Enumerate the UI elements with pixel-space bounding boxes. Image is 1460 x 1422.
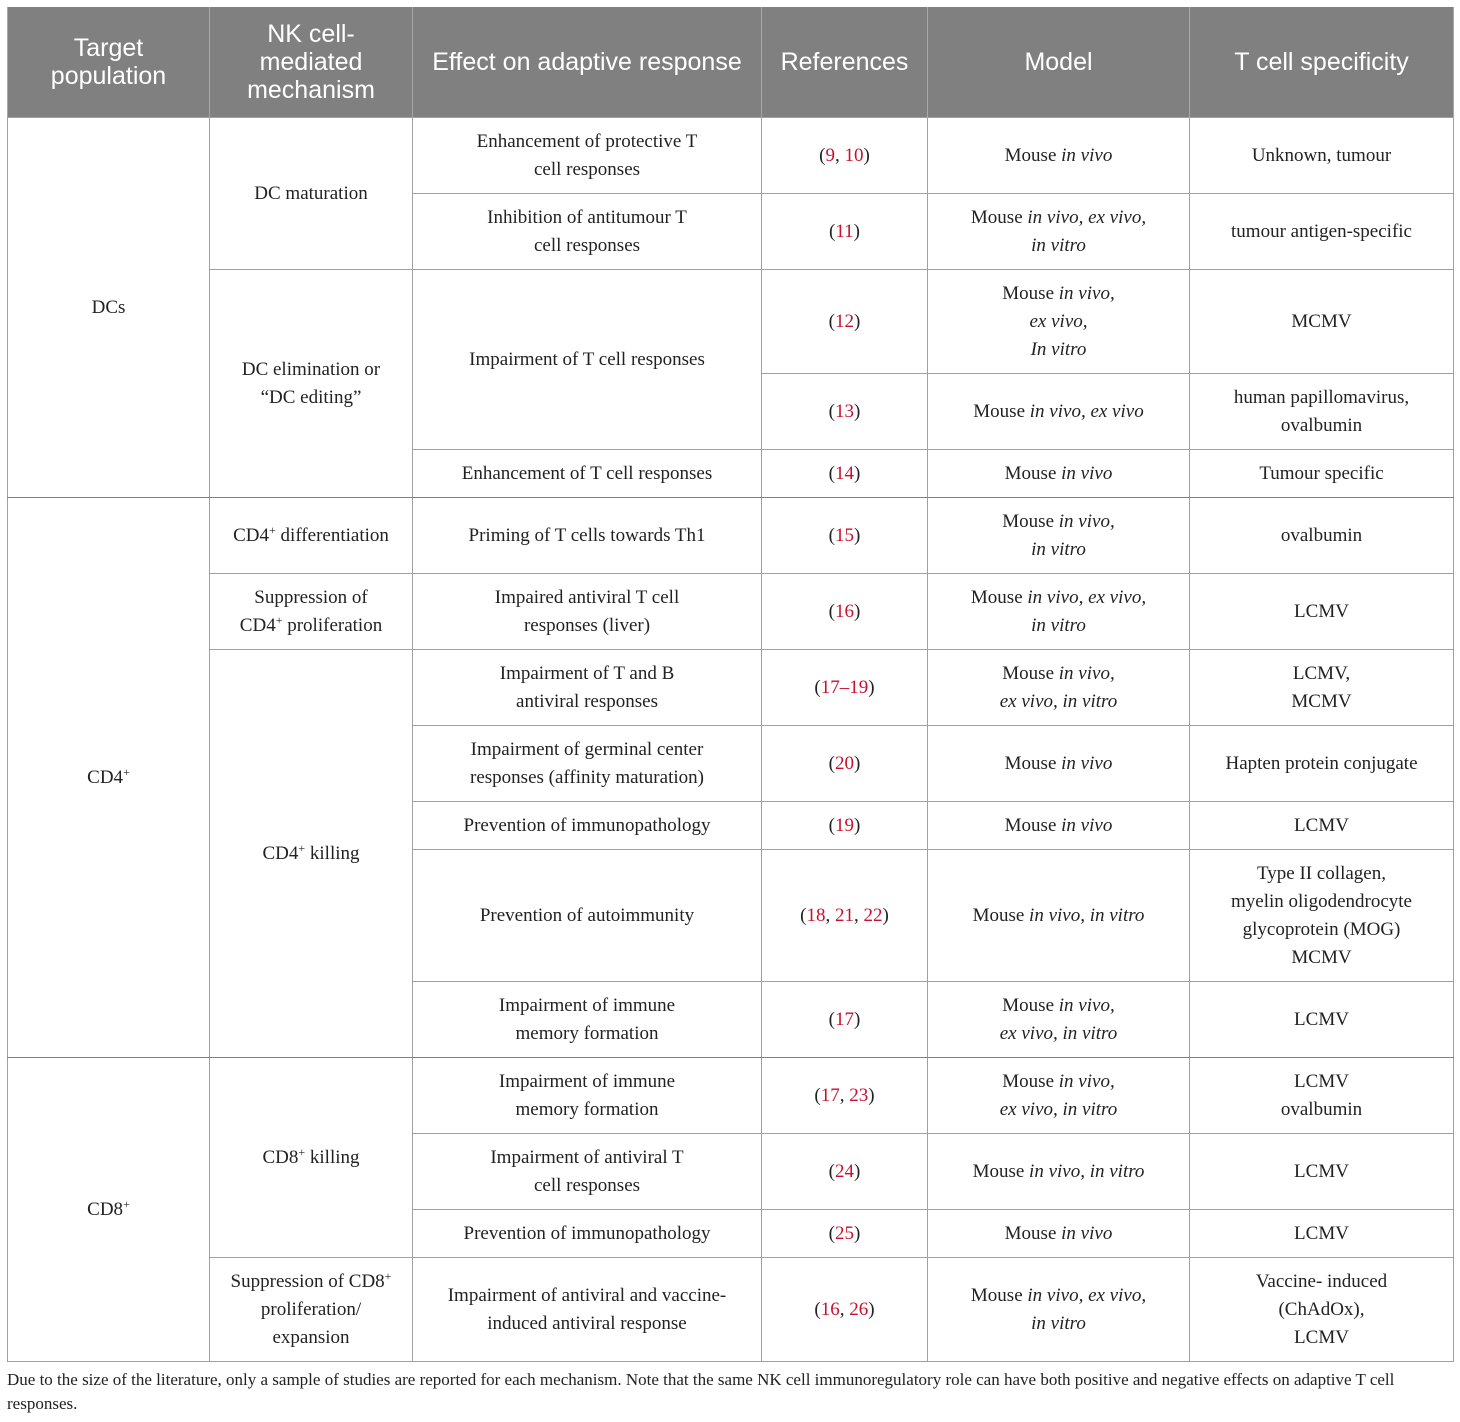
ref-paren: )	[882, 904, 889, 926]
specificity-text: Hapten protein conjugate	[1225, 752, 1418, 774]
effect-cell	[413, 726, 762, 802]
ref-paren: )	[854, 462, 861, 484]
ref-link[interactable]: 19	[849, 676, 869, 698]
ref-link[interactable]: 10	[844, 144, 864, 166]
model-text: in vivo	[1061, 814, 1113, 836]
ref-link[interactable]: 11	[835, 220, 854, 242]
model-text: Mouse	[970, 206, 1023, 228]
ref-link[interactable]: 19	[835, 814, 854, 836]
model-text: Mouse	[1002, 510, 1055, 532]
effect-cell	[413, 1058, 762, 1134]
target-population-label: CD4	[87, 766, 124, 788]
effect-line: Inhibition of antitumour T	[487, 206, 687, 228]
model-cell	[928, 1210, 1190, 1258]
mechanism-cell	[210, 650, 413, 1058]
ref-sep: ,	[825, 904, 835, 926]
ref-paren: )	[854, 1160, 861, 1182]
ref-sep: ,	[835, 144, 845, 166]
model-text: In vitro	[1030, 338, 1087, 360]
model-text: Mouse	[1002, 994, 1055, 1016]
model-text: in vivo	[1061, 752, 1113, 774]
effect-cell	[413, 118, 762, 194]
references-cell	[762, 726, 928, 802]
table-footnote: Due to the size of the literature, only a sample of studies are reported for each mechanism. Note that the same NK cell immunoregulatory role can have both positive and negative effects on adaptive T cell responses.	[7, 1370, 1395, 1413]
mechanism-label: CD8	[262, 1146, 299, 1168]
ref-paren: )	[854, 814, 861, 836]
model-cell	[928, 194, 1190, 270]
model-cell	[928, 726, 1190, 802]
ref-paren: (	[828, 462, 835, 484]
model-text: Mouse	[1004, 144, 1057, 166]
ref-sep: ,	[839, 1084, 850, 1106]
nk-cell-table	[7, 7, 1454, 1362]
ref-sep: ,	[839, 1298, 850, 1320]
specificity-cell	[1190, 726, 1454, 802]
mechanism-cell	[210, 498, 413, 574]
specificity-text: MCMV	[1291, 946, 1352, 968]
effect-line: cell responses	[533, 234, 641, 256]
model-cell	[928, 1134, 1190, 1210]
specificity-text: human papillomavirus,	[1233, 386, 1410, 408]
specificity-text: LCMV	[1294, 1222, 1349, 1244]
table-row	[8, 574, 1454, 650]
ref-paren: (	[828, 310, 835, 332]
references-cell	[762, 270, 928, 374]
effect-cell	[413, 982, 762, 1058]
ref-paren: )	[854, 1008, 861, 1030]
specificity-text: MCMV	[1291, 690, 1352, 712]
mechanism-label: Suppression of	[254, 586, 368, 608]
model-text: Mouse	[1002, 662, 1055, 684]
ref-paren: )	[854, 600, 861, 622]
specificity-text: LCMV	[1294, 1160, 1349, 1182]
table-row	[8, 1058, 1454, 1134]
specificity-text: tumour antigen-specific	[1231, 220, 1412, 242]
target-population-cell	[8, 498, 210, 1058]
model-text: in vivo, in vitro	[1029, 904, 1145, 926]
specificity-text: ovalbumin	[1280, 414, 1363, 436]
model-text: in vitro	[1031, 234, 1086, 256]
ref-paren: (	[829, 220, 836, 242]
header-model: Model	[928, 7, 1190, 118]
effect-line: memory formation	[515, 1022, 659, 1044]
effect-line: Prevention of immunopathology	[463, 814, 711, 836]
ref-paren: (	[828, 524, 835, 546]
effect-cell	[413, 194, 762, 270]
ref-link[interactable]: 17	[820, 676, 840, 698]
model-text: ex vivo,	[1029, 310, 1088, 332]
mechanism-label: proliferation	[282, 614, 383, 636]
model-text: Mouse	[1004, 462, 1057, 484]
mechanism-label: killing	[305, 842, 360, 864]
model-text: in vitro	[1031, 614, 1086, 636]
references-cell	[762, 194, 928, 270]
model-text: Mouse	[1004, 1222, 1057, 1244]
table-container	[7, 7, 1453, 1362]
table-row	[8, 650, 1454, 726]
model-cell	[928, 982, 1190, 1058]
model-cell	[928, 374, 1190, 450]
effect-line: Impairment of antiviral and vaccine-	[447, 1284, 727, 1306]
effect-line: antiviral responses	[516, 690, 658, 712]
ref-paren: (	[814, 1298, 821, 1320]
ref-link[interactable]: 24	[835, 1160, 854, 1182]
references-cell	[762, 650, 928, 726]
model-text: Mouse	[970, 586, 1023, 608]
mechanism-label: killing	[305, 1146, 360, 1168]
ref-link[interactable]: 20	[835, 752, 854, 774]
mechanism-label: expansion	[272, 1326, 350, 1348]
specificity-cell	[1190, 498, 1454, 574]
specificity-cell	[1190, 450, 1454, 498]
mechanism-label: DC elimination or	[241, 358, 381, 380]
superscript-plus: +	[298, 1144, 306, 1159]
effect-line: Prevention of autoimmunity	[479, 904, 695, 926]
effect-cell	[413, 1210, 762, 1258]
references-cell	[762, 1058, 928, 1134]
references-cell	[762, 118, 928, 194]
effect-cell	[413, 850, 762, 982]
model-cell	[928, 1058, 1190, 1134]
specificity-cell	[1190, 118, 1454, 194]
superscript-plus: +	[384, 1268, 392, 1283]
effect-line: memory formation	[515, 1098, 659, 1120]
model-cell	[928, 850, 1190, 982]
specificity-text: LCMV	[1294, 814, 1349, 836]
ref-paren: (	[819, 144, 826, 166]
model-text: Mouse	[1004, 814, 1057, 836]
ref-link[interactable]: 21	[835, 904, 854, 926]
mechanism-cell	[210, 574, 413, 650]
ref-paren: )	[863, 144, 870, 166]
ref-link[interactable]: 17	[835, 1008, 854, 1030]
effect-line: Priming of T cells towards Th1	[468, 524, 706, 546]
model-text: in vivo	[1061, 462, 1113, 484]
ref-paren: )	[868, 1298, 875, 1320]
ref-link[interactable]: 26	[849, 1298, 869, 1320]
header-row	[8, 7, 1454, 118]
mechanism-cell	[210, 1058, 413, 1258]
references-cell	[762, 574, 928, 650]
header-effect: Effect on adaptive response	[413, 7, 762, 118]
references-cell	[762, 498, 928, 574]
header-specificity: T cell specificity	[1190, 7, 1454, 118]
mechanism-label: proliferation/	[260, 1298, 362, 1320]
references-cell	[762, 982, 928, 1058]
specificity-text: Vaccine- induced	[1255, 1270, 1388, 1292]
effect-cell	[413, 270, 762, 450]
specificity-text: ovalbumin	[1280, 1098, 1363, 1120]
ref-paren: )	[854, 310, 861, 332]
specificity-text: Tumour specific	[1259, 462, 1384, 484]
ref-paren: (	[800, 904, 807, 926]
ref-link[interactable]: 17	[820, 1084, 840, 1106]
specificity-text: Unknown, tumour	[1251, 144, 1392, 166]
specificity-cell	[1190, 982, 1454, 1058]
target-population-label: CD8	[87, 1198, 124, 1220]
table-row	[8, 1258, 1454, 1362]
specificity-cell	[1190, 374, 1454, 450]
ref-link[interactable]: 16	[820, 1298, 840, 1320]
table-row	[8, 498, 1454, 574]
effect-line: Impairment of immune	[498, 1070, 676, 1092]
mechanism-label: Suppression of CD8	[230, 1270, 385, 1292]
specificity-cell	[1190, 1258, 1454, 1362]
model-cell	[928, 802, 1190, 850]
ref-paren: (	[828, 814, 835, 836]
model-cell	[928, 118, 1190, 194]
specificity-cell	[1190, 850, 1454, 982]
specificity-text: LCMV	[1294, 600, 1349, 622]
model-text: in vitro	[1031, 538, 1086, 560]
references-cell	[762, 850, 928, 982]
mechanism-label: “DC editing”	[260, 386, 362, 408]
target-population-cell	[8, 1058, 210, 1362]
target-population-label: DCs	[91, 296, 126, 318]
superscript-plus: +	[298, 840, 306, 855]
mechanism-label: CD4	[262, 842, 299, 864]
model-cell	[928, 1258, 1190, 1362]
ref-paren: (	[828, 400, 835, 422]
effect-line: induced antiviral response	[487, 1312, 687, 1334]
header-mechanism: NK cell-mediated mechanism	[210, 7, 413, 118]
target-population-cell	[8, 118, 210, 498]
ref-paren: )	[854, 400, 861, 422]
model-text: in vivo,	[1058, 662, 1115, 684]
ref-paren: (	[814, 676, 821, 698]
ref-sep: –	[839, 676, 850, 698]
specificity-cell	[1190, 650, 1454, 726]
ref-link[interactable]: 22	[863, 904, 883, 926]
ref-paren: (	[814, 1084, 821, 1106]
effect-line: Impaired antiviral T cell	[494, 586, 680, 608]
effect-line: Impairment of T cell responses	[469, 348, 705, 370]
references-cell	[762, 1134, 928, 1210]
model-text: in vivo,	[1058, 282, 1115, 304]
ref-paren: (	[828, 1008, 835, 1030]
specificity-text: glycoprotein (MOG)	[1242, 918, 1401, 940]
specificity-cell	[1190, 270, 1454, 374]
model-text: ex vivo, in vitro	[999, 1098, 1118, 1120]
ref-link[interactable]: 15	[835, 524, 854, 546]
table-row	[8, 270, 1454, 374]
effect-cell	[413, 650, 762, 726]
model-text: Mouse	[972, 904, 1025, 926]
ref-paren: )	[868, 676, 875, 698]
effect-cell	[413, 498, 762, 574]
effect-line: Impairment of antiviral T	[490, 1146, 684, 1168]
model-text: in vivo, ex vivo,	[1027, 586, 1147, 608]
ref-link[interactable]: 14	[835, 462, 854, 484]
specificity-text: ovalbumin	[1280, 524, 1363, 546]
model-text: in vivo, ex vivo,	[1027, 1284, 1147, 1306]
ref-paren: )	[854, 752, 861, 774]
specificity-cell	[1190, 1134, 1454, 1210]
effect-line: Impairment of immune	[498, 994, 676, 1016]
model-text: in vivo,	[1058, 1070, 1115, 1092]
mechanism-cell	[210, 270, 413, 498]
model-text: Mouse	[1002, 282, 1055, 304]
mechanism-label: CD4	[233, 524, 270, 546]
specificity-text: MCMV	[1291, 310, 1352, 332]
model-cell	[928, 450, 1190, 498]
table-row	[8, 118, 1454, 194]
superscript-plus: +	[275, 612, 283, 627]
specificity-cell	[1190, 802, 1454, 850]
specificity-cell	[1190, 1210, 1454, 1258]
ref-paren: )	[868, 1084, 875, 1106]
ref-paren: )	[854, 1222, 861, 1244]
ref-paren: (	[828, 752, 835, 774]
effect-line: responses (affinity maturation)	[470, 766, 704, 788]
specificity-text: LCMV	[1294, 1008, 1349, 1030]
model-text: in vivo,	[1058, 994, 1115, 1016]
effect-line: Impairment of T and B	[499, 662, 675, 684]
mechanism-label: differentiation	[275, 524, 389, 546]
ref-paren: )	[853, 220, 860, 242]
model-text: in vivo,	[1058, 510, 1115, 532]
mechanism-cell	[210, 118, 413, 270]
ref-paren: )	[854, 524, 861, 546]
model-text: Mouse	[1004, 752, 1057, 774]
specificity-text: (ChAdOx),	[1278, 1298, 1365, 1320]
references-cell	[762, 802, 928, 850]
specificity-cell	[1190, 574, 1454, 650]
specificity-text: myelin oligodendrocyte	[1231, 890, 1412, 912]
effect-cell	[413, 1258, 762, 1362]
specificity-cell	[1190, 1058, 1454, 1134]
specificity-text: LCMV	[1294, 1070, 1349, 1092]
model-text: Mouse	[973, 400, 1026, 422]
header-target-population: Target population	[8, 7, 210, 118]
effect-line: Prevention of immunopathology	[463, 1222, 711, 1244]
effect-cell	[413, 574, 762, 650]
model-text: Mouse	[970, 1284, 1023, 1306]
model-text: in vitro	[1031, 1312, 1086, 1334]
effect-line: Impairment of germinal center	[470, 738, 704, 760]
ref-link[interactable]: 16	[835, 600, 854, 622]
header-references: References	[762, 7, 928, 118]
ref-link[interactable]: 25	[835, 1222, 854, 1244]
model-text: in vivo	[1061, 1222, 1113, 1244]
effect-line: cell responses	[533, 1174, 641, 1196]
model-cell	[928, 270, 1190, 374]
model-cell	[928, 498, 1190, 574]
ref-paren: (	[828, 600, 835, 622]
specificity-text: LCMV	[1294, 1326, 1349, 1348]
effect-cell	[413, 450, 762, 498]
model-text: ex vivo, in vitro	[999, 1022, 1118, 1044]
superscript-plus: +	[269, 522, 276, 537]
superscript-plus: +	[123, 1196, 130, 1211]
model-text: in vivo	[1061, 144, 1113, 166]
specificity-text: Type II collagen,	[1257, 862, 1386, 884]
mechanism-cell	[210, 1258, 413, 1362]
specificity-cell	[1190, 194, 1454, 270]
effect-cell	[413, 802, 762, 850]
model-text: Mouse	[1002, 1070, 1055, 1092]
ref-link[interactable]: 9	[825, 144, 835, 166]
effect-line: Enhancement of protective T	[476, 130, 698, 152]
ref-link[interactable]: 23	[849, 1084, 869, 1106]
references-cell	[762, 450, 928, 498]
ref-paren: (	[828, 1222, 835, 1244]
ref-paren: (	[828, 1160, 835, 1182]
mechanism-label: DC maturation	[254, 182, 368, 204]
superscript-plus: +	[123, 764, 130, 779]
ref-link[interactable]: 18	[806, 904, 826, 926]
model-text: ex vivo, in vitro	[999, 690, 1118, 712]
references-cell	[762, 1210, 928, 1258]
mechanism-label: CD4	[239, 614, 276, 636]
model-text: in vivo, ex vivo	[1029, 400, 1144, 422]
model-text: in vivo, in vitro	[1029, 1160, 1145, 1182]
ref-sep: ,	[854, 904, 864, 926]
model-text: in vivo, ex vivo,	[1027, 206, 1147, 228]
ref-link[interactable]: 13	[835, 400, 854, 422]
ref-link[interactable]: 12	[835, 310, 854, 332]
model-cell	[928, 650, 1190, 726]
references-cell	[762, 374, 928, 450]
references-cell	[762, 1258, 928, 1362]
model-text: Mouse	[972, 1160, 1025, 1182]
effect-line: Enhancement of T cell responses	[461, 462, 713, 484]
effect-cell	[413, 1134, 762, 1210]
effect-line: responses (liver)	[523, 614, 651, 636]
effect-line: cell responses	[533, 158, 641, 180]
model-cell	[928, 574, 1190, 650]
specificity-text: LCMV,	[1292, 662, 1351, 684]
